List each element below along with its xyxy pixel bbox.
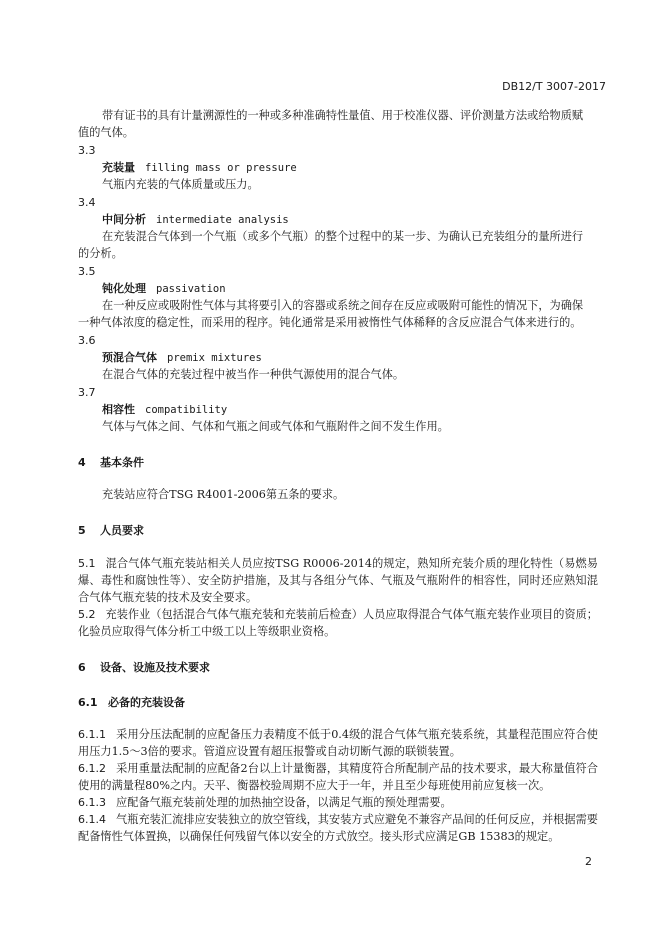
term-number-3-5: 3.5 — [78, 265, 96, 278]
page-number: 2 — [585, 855, 592, 868]
clause-6-1-4 — [78, 811, 598, 845]
section-title: 基本条件 — [100, 456, 144, 469]
clause-text: 气瓶充装汇流排应安装独立的放空管线，其安装方式应避免不兼容产品间的任何反应，并根据需要配备惰性气体置换，以确保任何残留气体以安全的方式放空。接头形式应满足GB 15383的规定。 — [78, 813, 598, 843]
def-3-5-line-1: 在一种反应或吸附性气体与其将要引入的容器或系统之间存在反应或吸附可能性的情况下，为确保 — [102, 299, 584, 312]
def-3-7: 气体与气体之间、气体和气瓶之间或气体和气瓶附件之间不发生作用。 — [102, 420, 449, 433]
clause-text: 采用分压法配制的应配备压力表精度不低于0.4级的混合气体气瓶充装系统，其量程范围应符合使用压力1.5～3倍的要求。管道应设置有超压报警或自动切断气源的联锁装置。 — [78, 728, 598, 758]
term-cn: 钝化处理 — [102, 282, 146, 295]
clause-text: 混合气体气瓶充装站相关人员应按TSG R0006-2014的规定，熟知所充装介质的理化特性（易燃易爆、毒性和腐蚀性等）、安全防护措施，及其与各组分气体、气瓶及气瓶附件的相容性，同时还应熟知混合气体气瓶充装的技术及安全要求。 — [78, 557, 598, 604]
document-code: DB12/T 3007-2017 — [502, 80, 606, 93]
term-en: compatibility — [145, 404, 228, 416]
section-5-heading — [78, 522, 144, 539]
term-cn: 相容性 — [102, 403, 135, 416]
clause-6-1-1 — [78, 726, 598, 760]
clause-number: 6.1.3 — [78, 796, 106, 809]
section-number: 6 — [78, 661, 86, 674]
clause-5-1 — [78, 555, 598, 606]
clause-number: 6.1.1 — [78, 728, 106, 741]
term-3-3 — [102, 159, 297, 177]
def-3-4-line-2: 的分析。 — [78, 247, 123, 260]
clause-number: 5.1 — [78, 557, 96, 570]
term-cn: 预混合气体 — [102, 351, 157, 364]
term-number-3-4: 3.4 — [78, 196, 96, 209]
section-title: 设备、设施及技术要求 — [100, 661, 210, 674]
def-3-5-line-2: 一种气体浓度的稳定性，而采用的程序。钝化通常是采用被惰性气体稀释的含反应混合气体来进行的。 — [78, 316, 582, 329]
term-number-3-3: 3.3 — [78, 144, 96, 157]
clause-number: 6.1.4 — [78, 813, 106, 826]
term-3-6 — [102, 349, 262, 367]
term-en: intermediate analysis — [156, 214, 289, 226]
term-en: passivation — [156, 283, 226, 295]
subsection-number: 6.1 — [78, 696, 98, 709]
subsection-title: 必备的充装设备 — [108, 696, 185, 709]
section-6-heading — [78, 659, 210, 676]
clause-text: 充装作业（包括混合气体气瓶充装和充装前后检查）人员应取得混合气体气瓶充装作业项目的资质；化验员应取得气体分析工中级工以上等级职业资格。 — [78, 608, 598, 638]
term-number-3-6: 3.6 — [78, 334, 96, 347]
term-cn: 充装量 — [102, 161, 135, 174]
def-3-2-line-1: 带有证书的具有计量溯源性的一种或多种准确特性量值、用于校准仪器、评价测量方法或给物质赋 — [102, 109, 584, 122]
term-3-5 — [102, 280, 226, 298]
clause-text: 应配备气瓶充装前处理的加热抽空设备，以满足气瓶的预处理需要。 — [116, 796, 452, 809]
clause-text: 采用重量法配制的应配备2台以上计量衡器，其精度符合所配制产品的技术要求，最大称量值符合使用的满量程80%之内。天平、衡器校验周期不应大于一年，并且至少每班使用前应复核一次。 — [78, 762, 598, 792]
term-number-3-7: 3.7 — [78, 386, 96, 399]
section-number: 4 — [78, 456, 86, 469]
def-3-6: 在混合气体的充装过程中被当作一种供气源使用的混合气体。 — [102, 368, 405, 381]
term-en: filling mass or pressure — [145, 162, 297, 174]
term-3-7 — [102, 401, 227, 419]
section-number: 5 — [78, 524, 86, 537]
clause-6-1-2 — [78, 760, 598, 794]
def-3-2-line-2: 值的气体。 — [78, 126, 134, 139]
term-3-4 — [102, 211, 289, 229]
clause-number: 6.1.2 — [78, 762, 106, 775]
section-4-heading — [78, 454, 144, 471]
clause-number: 5.2 — [78, 608, 96, 621]
section-title: 人员要求 — [100, 524, 144, 537]
subsection-6-1-heading — [78, 694, 185, 711]
term-cn: 中间分析 — [102, 213, 146, 226]
clause-6-1-3 — [78, 794, 598, 811]
section-4-body: 充装站应符合TSG R4001-2006第五条的要求。 — [102, 488, 345, 501]
term-en: premix mixtures — [167, 352, 262, 364]
def-3-4-line-1: 在充装混合气体到一个气瓶（或多个气瓶）的整个过程中的某一步、为确认已充装组分的量所进行 — [102, 230, 584, 243]
clause-5-2 — [78, 606, 598, 640]
def-3-3: 气瓶内充装的气体质量或压力。 — [102, 178, 259, 191]
